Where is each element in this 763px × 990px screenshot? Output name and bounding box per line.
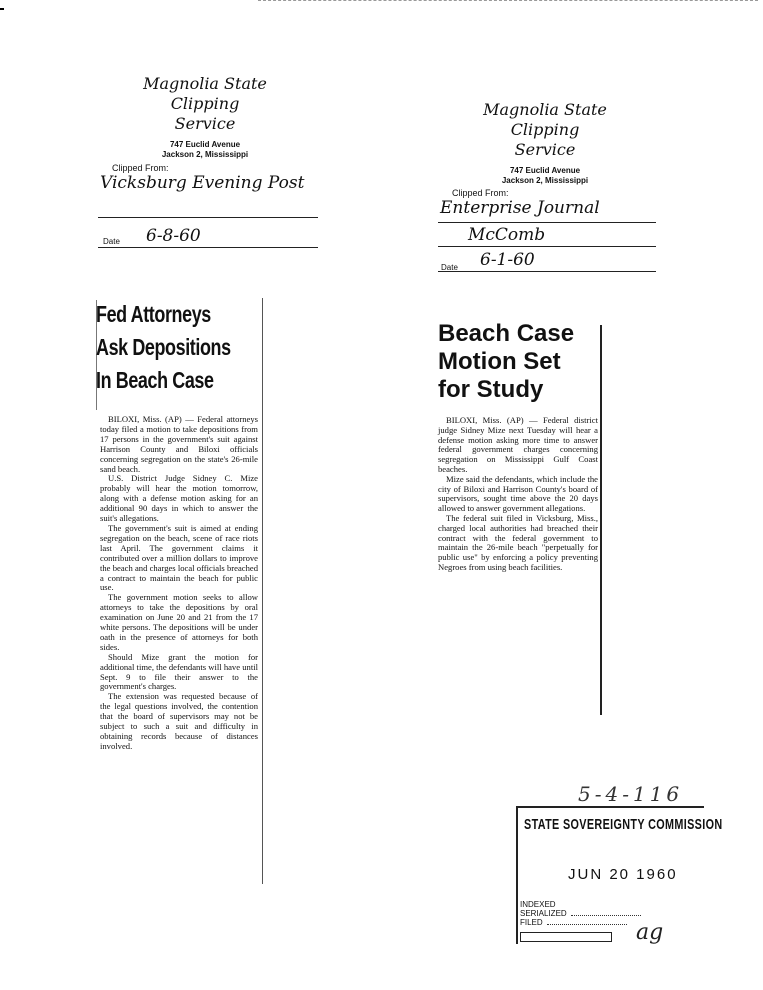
left-clipping-header	[140, 74, 270, 160]
right-service-name-line2: Clipping Service	[510, 120, 580, 159]
left-service-name-line2: Clipping Service	[170, 94, 240, 133]
left-service-name-line1: Magnolia State	[143, 74, 267, 93]
right-source-handwriting-line2: McComb	[468, 225, 546, 245]
right-article-body	[438, 416, 598, 573]
right-date-handwriting: 6-1-60	[480, 250, 535, 270]
left-clipped-from-label: Clipped From:	[112, 163, 169, 173]
left-source-handwriting: Vicksburg Evening Post	[100, 173, 305, 193]
right-headline-line3: for Study	[438, 376, 544, 403]
left-address-line2: Jackson 2, Mississippi	[161, 150, 249, 159]
handwritten-initials: ag	[636, 920, 664, 945]
right-date-line	[438, 271, 656, 272]
right-service-name-line1: Magnolia State	[483, 100, 607, 119]
right-paragraph: The federal suit filed in Vicksburg, Miss., charged local authorities had breached their contract with the federal government to maintain the 26-mile beach "perpetually for public use" by enforcing a policy preventing Negroes from using beach facilities.	[438, 512, 598, 572]
stamp-date: JUN 20 1960	[568, 866, 678, 883]
left-paragraph: Should Mize grant the motion for additional time, the defendants will have until Sept. 9 to file their answer to the government's charges.	[100, 651, 258, 692]
right-headline-line1: Beach Case	[438, 320, 575, 347]
top-dashed-border	[258, 0, 758, 1]
left-paragraph: U.S. District Judge Sidney C. Mize probably will hear the motion tomorrow, along with a defense motion asking for an additional 90 days in which to answer the suit's allegations.	[100, 473, 258, 524]
sovereignty-commission-stamp	[516, 806, 723, 944]
right-paragraph: Mize said the defendants, which include the city of Biloxi and Harrison County's board of supervisors, sought time above the 20 days allowed to answer government allegations.	[438, 473, 598, 514]
right-headline-line2: Motion Set	[438, 348, 561, 375]
right-address-line1: 747 Euclid Avenue	[509, 166, 581, 175]
stamp-field-indexed: INDEXED	[520, 900, 556, 909]
stamp-box	[520, 932, 612, 942]
left-address-line1: 747 Euclid Avenue	[169, 140, 241, 149]
left-paragraph: The extension was requested because of the legal questions involved, the contention that the board of supervisors may not be subject to such a suit and difficulty in obtaining records because of distances involved.	[100, 691, 258, 751]
left-date-label: Date	[103, 237, 120, 246]
right-paragraph: BILOXI, Miss. (AP) — Federal district judge Sidney Mize next Tuesday will hear a defense motion asking more time to answer federal government charges concerning segregation on Mississippi Gulf Coast beaches.	[438, 415, 598, 474]
left-headline-line1: Fed Attorneys	[96, 301, 211, 327]
left-headline-line3: In Beach Case	[96, 367, 214, 393]
left-headline	[96, 298, 268, 397]
right-date-label: Date	[441, 263, 458, 272]
left-source-line	[98, 217, 318, 218]
left-article-body	[100, 415, 258, 752]
right-article	[438, 320, 602, 710]
stamp-title: STATE SOVEREIGNTY COMMISSION	[524, 816, 723, 833]
right-clipped-from-label: Clipped From:	[452, 188, 509, 198]
right-headline	[438, 320, 608, 404]
right-source-handwriting-line1: Enterprise Journal	[440, 198, 600, 218]
right-source-line2	[438, 246, 656, 247]
stamp-field-filed: FILED	[520, 918, 641, 927]
edge-mark	[0, 8, 4, 10]
left-headline-line2: Ask Depositions	[96, 334, 231, 360]
right-clip-edge	[600, 325, 602, 715]
left-article	[96, 298, 266, 884]
left-paragraph: The government motion seeks to allow attorneys to take the depositions by oral examination on June 20 and 21 from the 17 white persons. The depositions will be under oath in the presence of attorneys for both sides.	[100, 592, 258, 652]
stamp-field-serialized: SERIALIZED	[520, 909, 641, 918]
handwritten-file-number: 5-4-116	[578, 782, 684, 806]
left-paragraph: The government's suit is aimed at ending segregation on the beach, scene of race riots last April. The government claims it contributed over a million dollars to improve the beach and charges local officials breached a contract to maintain the beach for public use.	[100, 522, 258, 593]
right-source-line1	[438, 222, 656, 223]
left-clip-column-rule	[262, 298, 263, 884]
stamp-fields	[520, 900, 641, 927]
right-clipping-header	[480, 100, 610, 186]
left-paragraph: BILOXI, Miss. (AP) — Federal attorneys today filed a motion to take depositions from 17 persons in the government's suit against Harrison County and Biloxi officials concerning segregation on the state's 26-mile sand beach.	[100, 414, 258, 474]
left-date-handwriting: 6-8-60	[146, 226, 201, 246]
right-address-line2: Jackson 2, Mississippi	[501, 176, 589, 185]
left-date-line	[98, 247, 318, 248]
